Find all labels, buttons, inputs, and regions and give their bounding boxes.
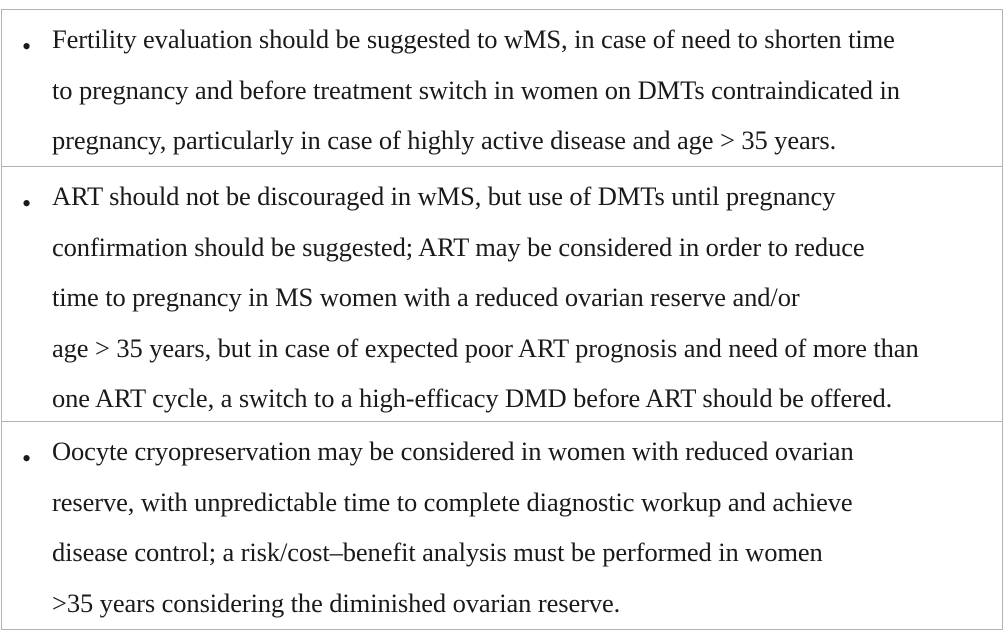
table-row [2,422,1002,630]
table-row [2,167,1002,422]
bullet-marker: • [22,32,32,61]
bullet-marker: • [22,189,32,218]
recommendation-text: ART should not be discouraged in wMS, but use of DMTs until pregnancy confirmation should be suggested; ART may be considered in order to reduce time to pregnancy in MS women with a reduced ovarian reserve and/or age > 35 years, but in case of expected poor ART prognosis and need of more than one ART cycle, a switch to a high-efficacy DMD before ART should be offered. [52,181,919,413]
recommendations-table [1,9,1003,630]
recommendation-text: Fertility evaluation should be suggested to wMS, in case of need to shorten time to pregnancy and before treatment switch in women on DMTs contraindicated in pregnancy, particularly in case of highly active disease and age > 35 years. [52,24,900,155]
recommendation-text: Oocyte cryopreservation may be considered in women with reduced ovarian reserve, with unpredictable time to complete diagnostic workup and achieve disease control; a risk/cost–benefit analysis must be performed in women >35 years considering the diminished ovarian reserve. [52,436,854,618]
bullet-marker: • [22,444,32,473]
table-row [2,10,1002,167]
